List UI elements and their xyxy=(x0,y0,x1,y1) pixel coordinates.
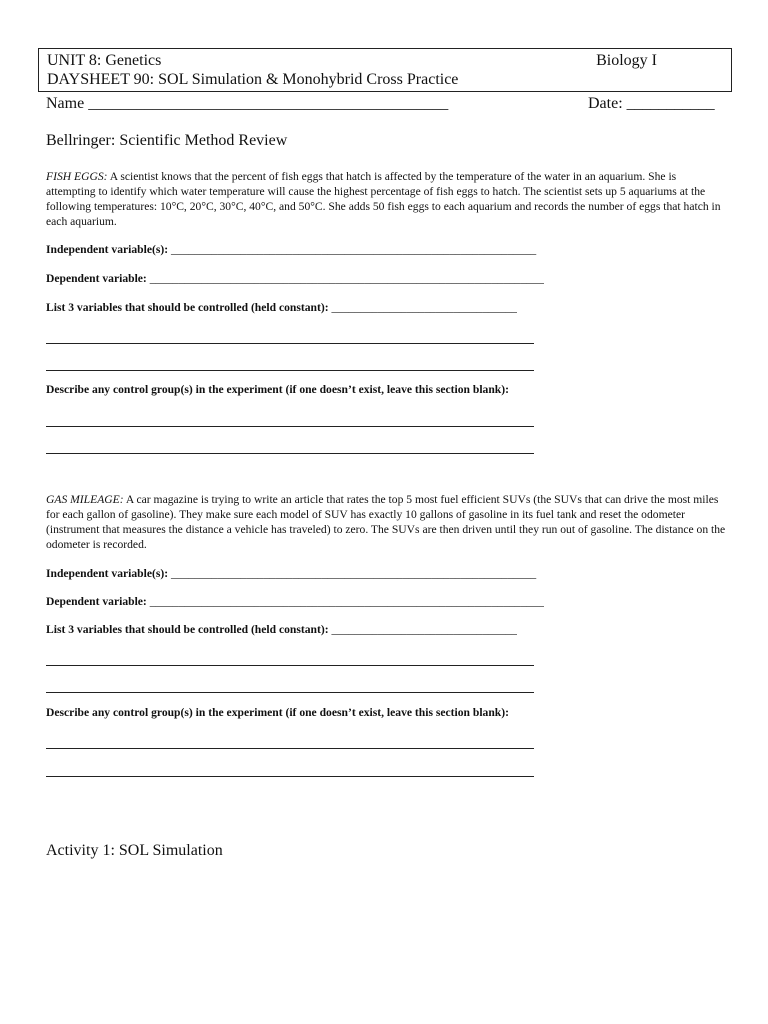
fish-eggs-text: A scientist knows that the percent of fish eggs that hatch is affected by the temperature of the water in an aquarium. She is attempting to identify which water temperature will cause the highest percentage of fish eggs to hatch. The scientist sets up 5 aquariums at the following temperatures: 10°C, 20°C, 30°C, 40°C, and 50°C. She adds 50 fish eggs to each aquarium and records the number of eggs that hatch in each aquarium. xyxy=(46,170,721,228)
fish-answer-line[interactable] xyxy=(46,343,534,344)
subject-label: Biology I xyxy=(596,52,657,69)
gas-answer-line[interactable] xyxy=(46,692,534,693)
independent-blank[interactable]: _______________________________________________________________ xyxy=(170,243,537,256)
controlled-blank[interactable]: ________________________________ xyxy=(331,623,517,636)
gas-controlled-question[interactable] xyxy=(46,623,517,636)
gas-independent-question[interactable] xyxy=(46,567,536,580)
daysheet-title: DAYSHEET 90: SOL Simulation & Monohybrid Cross Practice xyxy=(47,71,459,88)
fish-control-group-question: Describe any control group(s) in the experiment (if one doesn’t exist, leave this section blank): xyxy=(46,383,509,396)
gas-answer-line[interactable] xyxy=(46,665,534,666)
name-label: Name xyxy=(46,95,85,112)
fish-eggs-paragraph xyxy=(46,169,726,229)
controlled-label: List 3 variables that should be controlled (held constant): xyxy=(46,623,332,636)
gas-answer-line[interactable] xyxy=(46,748,534,749)
independent-label: Independent variable(s): xyxy=(46,243,171,256)
gas-control-group-question: Describe any control group(s) in the experiment (if one doesn’t exist, leave this section blank): xyxy=(46,706,509,719)
fish-dependent-question[interactable] xyxy=(46,272,544,285)
dependent-label: Dependent variable: xyxy=(46,595,150,608)
fish-answer-line[interactable] xyxy=(46,370,534,371)
dependent-blank[interactable]: ____________________________________________________________________ xyxy=(149,595,544,608)
gas-mileage-lead: GAS MILEAGE: xyxy=(46,493,124,506)
gas-dependent-question[interactable] xyxy=(46,595,544,608)
date-field[interactable] xyxy=(588,95,715,113)
fish-answer-line[interactable] xyxy=(46,453,534,454)
independent-label: Independent variable(s): xyxy=(46,567,171,580)
header-box xyxy=(38,48,732,92)
activity-title: Activity 1: SOL Simulation xyxy=(46,842,223,859)
fish-eggs-lead: FISH EGGS: xyxy=(46,170,108,183)
dependent-label: Dependent variable: xyxy=(46,272,150,285)
fish-answer-line[interactable] xyxy=(46,426,534,427)
gas-mileage-text: A car magazine is trying to write an article that rates the top 5 most fuel efficient SUVs (the SUVs that can drive the most miles for each gallon of gasoline). They make sure each model of SUV has exactly 10 gallons of gasoline in its fuel tank and reset the odometer (instrument that measures the distance a vehicle has traveled) to zero. The SUVs are then driven until they run out of gasoline. The distance on the odometer is recorded. xyxy=(46,493,726,551)
controlled-blank[interactable]: ________________________________ xyxy=(331,301,517,314)
bellringer-title: Bellringer: Scientific Method Review xyxy=(46,132,288,149)
fish-controlled-question[interactable] xyxy=(46,301,517,314)
gas-answer-line[interactable] xyxy=(46,776,534,777)
name-field[interactable] xyxy=(46,95,448,113)
dependent-blank[interactable]: ____________________________________________________________________ xyxy=(149,272,544,285)
unit-title: UNIT 8: Genetics xyxy=(47,52,162,69)
fish-independent-question[interactable] xyxy=(46,243,536,256)
independent-blank[interactable]: _______________________________________________________________ xyxy=(170,567,537,580)
date-label: Date: xyxy=(588,95,623,112)
controlled-label: List 3 variables that should be controlled (held constant): xyxy=(46,301,332,314)
name-blank[interactable]: _____________________________________________ xyxy=(88,95,449,112)
date-blank[interactable]: ___________ xyxy=(626,95,715,112)
gas-mileage-paragraph xyxy=(46,492,726,552)
